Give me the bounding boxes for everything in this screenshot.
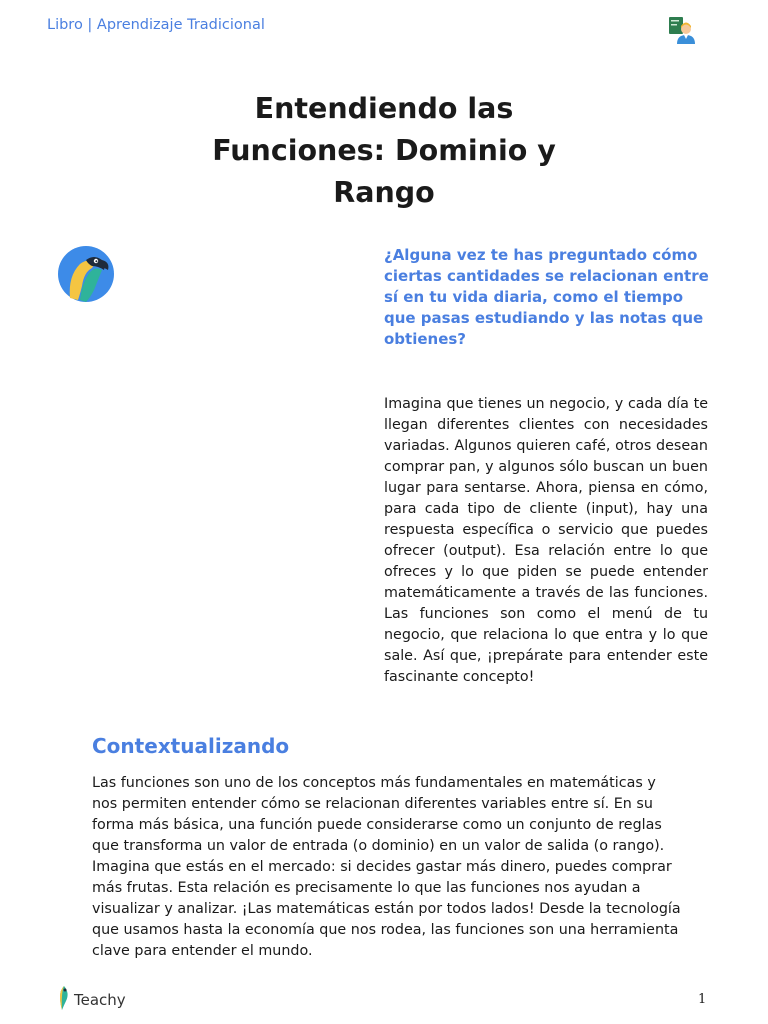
breadcrumb[interactable]: Libro | Aprendizaje Tradicional <box>47 17 265 33</box>
teacher-icon <box>668 16 696 44</box>
parrot-logo-icon <box>58 246 114 302</box>
footer-brand: Teachy <box>74 991 126 1009</box>
section-paragraph: Las funciones son uno de los conceptos más fundamentales en matemáticas y nos permiten entender cómo se relacionan diferentes variables entre sí. En su forma más básica, una función puede considerarse como un conjunto de reglas que transforma un valor de entrada (o dominio) en un valor de salida (o rango). Imagina que estás en el mercado: si decides gastar más dinero, puedes comprar más frutas. Esta relación es precisamente lo que las funciones nos ayudan a visualizar y analizar. ¡Las matemáticas están por todos lados! Desde la tecnología que usamos hasta la economía que nos rodea, las funciones son una herramienta clave para entender el mundo. <box>92 775 681 959</box>
footer-logo <box>57 985 126 1015</box>
intro-question: ¿Alguna vez te has preguntado cómo ciertas cantidades se relacionan entre sí en tu vida diaria, como el tiempo que pasas estudiando y las notas que obtienes? <box>384 246 709 348</box>
teachy-leaf-icon <box>57 985 71 1015</box>
page-number: 1 <box>698 992 707 1007</box>
intro-paragraph: Imagina que tienes un negocio, y cada día te llegan diferentes clientes con necesidades variadas. Algunos quieren café, otros desean comprar pan, y algunos sólo buscan un buen lugar para sentarse. Ahora, piensa en cómo, para cada tipo de cliente (input), hay una respuesta específica o servicio que puedes ofrecer (output). Esa relación entre lo que ofreces y lo que piden se puede entender matemáticamente a través de las funciones. Las funciones son como el menú de tu negocio, que relaciona lo que entra y lo que sale. Así que, ¡prepárate para entender este fascinante concepto! <box>384 396 708 685</box>
section-heading: Contextualizando <box>92 734 290 758</box>
page-title: Entendiendo las Funciones: Dominio y Rango <box>212 92 556 209</box>
